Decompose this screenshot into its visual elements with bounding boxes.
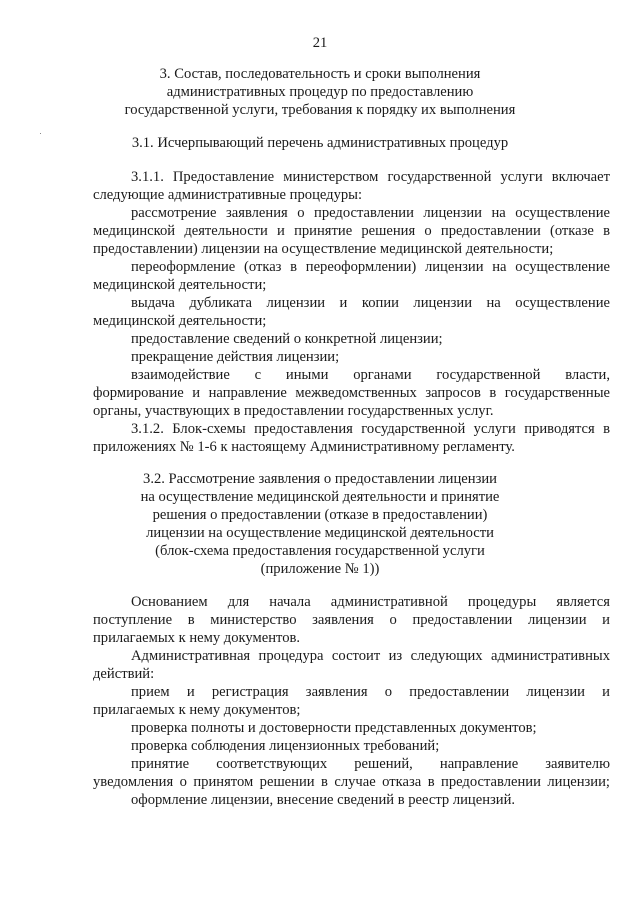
procedure-item-2-line-1: переоформление (отказ в переоформлении) лицензии на осуществление bbox=[131, 259, 610, 275]
page-number: 21 bbox=[312, 35, 328, 51]
procedure-composition-line-1: Административная процедура состоит из следующих административных bbox=[131, 648, 610, 664]
procedure-item-5: прекращение действия лицензии; bbox=[131, 349, 340, 365]
paragraph-3-1-1-line-1: 3.1.1. Предоставление министерством государственной услуги включает bbox=[131, 169, 610, 185]
section-3-heading-line-1: 3. Состав, последовательность и сроки выполнения bbox=[159, 66, 481, 82]
action-5: оформление лицензии, внесение сведений в реестр лицензий. bbox=[131, 792, 516, 808]
section-3-2-heading-line-2: на осуществление медицинской деятельности и принятие bbox=[140, 489, 500, 505]
procedure-item-3-line-1: выдача дубликата лицензии и копии лицензии на осуществление bbox=[131, 295, 610, 311]
procedure-item-6-line-1: взаимодействие с иными органами государственной власти, bbox=[131, 367, 610, 383]
section-3-2-heading-line-3: решения о предоставлении (отказе в предоставлении) bbox=[152, 507, 488, 523]
procedure-item-1-line-1: рассмотрение заявления о предоставлении лицензии на осуществление bbox=[131, 205, 610, 221]
action-1-line-1: прием и регистрация заявления о предоставлении лицензии и bbox=[131, 684, 610, 700]
section-3-2-heading-line-1: 3.2. Рассмотрение заявления о предоставлении лицензии bbox=[143, 471, 497, 487]
procedure-item-2-line-2: медицинской деятельности; bbox=[93, 277, 267, 293]
basis-paragraph-line-3: прилагаемых к нему документов. bbox=[93, 630, 301, 646]
paragraph-3-1-2-line-2: приложениях № 1-6 к настоящему Административному регламенту. bbox=[93, 439, 515, 455]
procedure-composition-line-2: действий: bbox=[93, 666, 155, 682]
action-2: проверка полноты и достоверности представленных документов; bbox=[131, 720, 537, 736]
procedure-item-4: предоставление сведений о конкретной лицензии; bbox=[131, 331, 443, 347]
basis-paragraph-line-2: поступление в министерство заявления о предоставлении лицензии и bbox=[93, 612, 610, 628]
section-3-heading-line-3: государственной услуги, требования к порядку их выполнения bbox=[124, 102, 516, 118]
action-3: проверка соблюдения лицензионных требований; bbox=[131, 738, 440, 754]
action-4-line-2: уведомления о принятом решении в случае отказа в предоставлении лицензии; bbox=[93, 774, 610, 790]
section-3-2-heading-line-4: лицензии на осуществление медицинской деятельности bbox=[146, 525, 494, 541]
procedure-item-6-line-3: органы, участвующих в предоставлении государственных услуг. bbox=[93, 403, 494, 419]
procedure-item-1-line-3: предоставлении) лицензии на осуществление медицинской деятельности; bbox=[93, 241, 554, 257]
procedure-item-1-line-2: медицинской деятельности и принятие решения о предоставлении (отказе в bbox=[93, 223, 610, 239]
section-3-2-heading-line-6: (приложение № 1)) bbox=[260, 561, 380, 577]
section-3-1-heading: 3.1. Исчерпывающий перечень административных процедур bbox=[131, 135, 509, 151]
paragraph-3-1-1-line-2: следующие административные процедуры: bbox=[93, 187, 363, 203]
action-1-line-2: прилагаемых к нему документов; bbox=[93, 702, 301, 718]
procedure-item-3-line-2: медицинской деятельности; bbox=[93, 313, 267, 329]
procedure-item-6-line-2: формирование и направление межведомственных запросов в государственные bbox=[93, 385, 610, 401]
basis-paragraph-line-1: Основанием для начала административной процедуры является bbox=[131, 594, 610, 610]
paragraph-3-1-2-line-1: 3.1.2. Блок-схемы предоставления государственной услуги приводятся в bbox=[131, 421, 610, 437]
action-4-line-1: принятие соответствующих решений, направление заявителю bbox=[131, 756, 610, 772]
section-3-2-heading-line-5: (блок-схема предоставления государственной услуги bbox=[155, 543, 485, 559]
section-3-heading-line-2: административных процедур по предоставлению bbox=[166, 84, 474, 100]
